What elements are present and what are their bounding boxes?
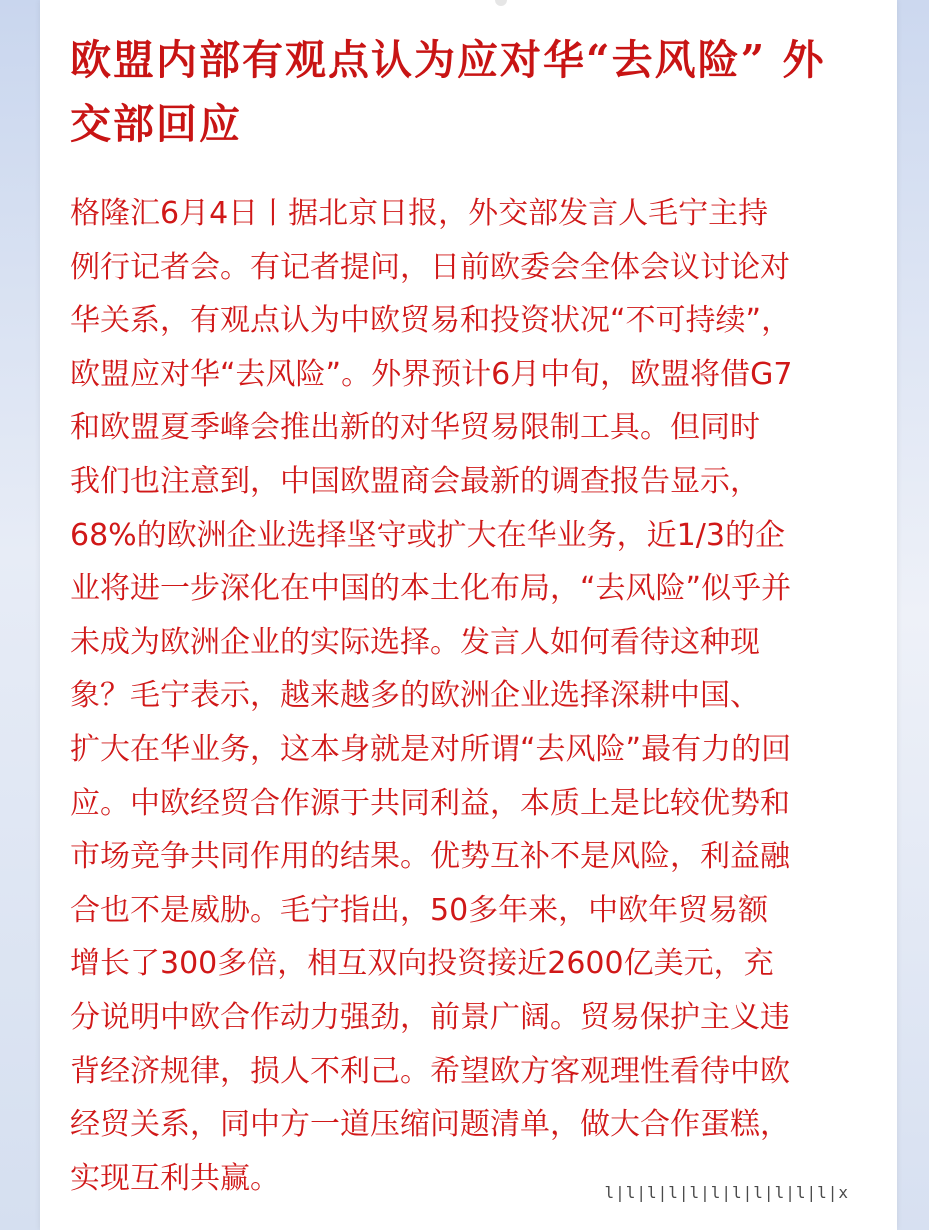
scroll-indicator — [495, 0, 507, 6]
article-body: 格隆汇6月4日丨据北京日报，外交部发言人毛宁主持 例行记者会。有记者提问，日前欧委会全体会议讨论对 华关系，有观点认为中欧贸易和投资状况“不可持续”， 欧盟应对华“去风险”。外界预计6月中旬，欧盟将借G7 和欧盟夏季峰会推出新的对华贸易限制工具。但同时 我们也注意到，中国欧盟商会最新的调查报告显示， 68%的欧洲企业选择坚守或扩大在华业务，近1/3的企 业将进一步深化在中国的本土化布局，“去风险”似乎并 未成为欧洲企业的实际选择。发言人如何看待这种现 象？毛宁表示，越来越多的欧洲企业选择深耕中国、 扩大在华业务，这本身就是对所谓“去风险”最有力的回 应。中欧经贸合作源于共同利益，本质上是比较优势和 市场竞争共同作用的结果。优势互补不是风险，利益融 合也不是威胁。毛宁指出，50多年来，中欧年贸易额 增长了300多倍，相互双向投资接近2600亿美元，充 分说明中欧合作动力强劲，前景广阔。贸易保护主义违 背经济规律，损人不利己。希望欧方客观理性看待中欧 经贸关系，同中方一道压缩问题清单，做大合作蛋糕， 实现互利共赢。 — [70, 196, 793, 1196]
background-left — [0, 0, 40, 1230]
background-right — [897, 0, 929, 1230]
article-card — [40, 0, 897, 1230]
article-title: 欧盟内部有观点认为应对华“去风险” 外 交部回应 — [70, 36, 826, 148]
watermark: l|l|l|l|l|l|l|l|l|l|l|x — [604, 1183, 849, 1202]
